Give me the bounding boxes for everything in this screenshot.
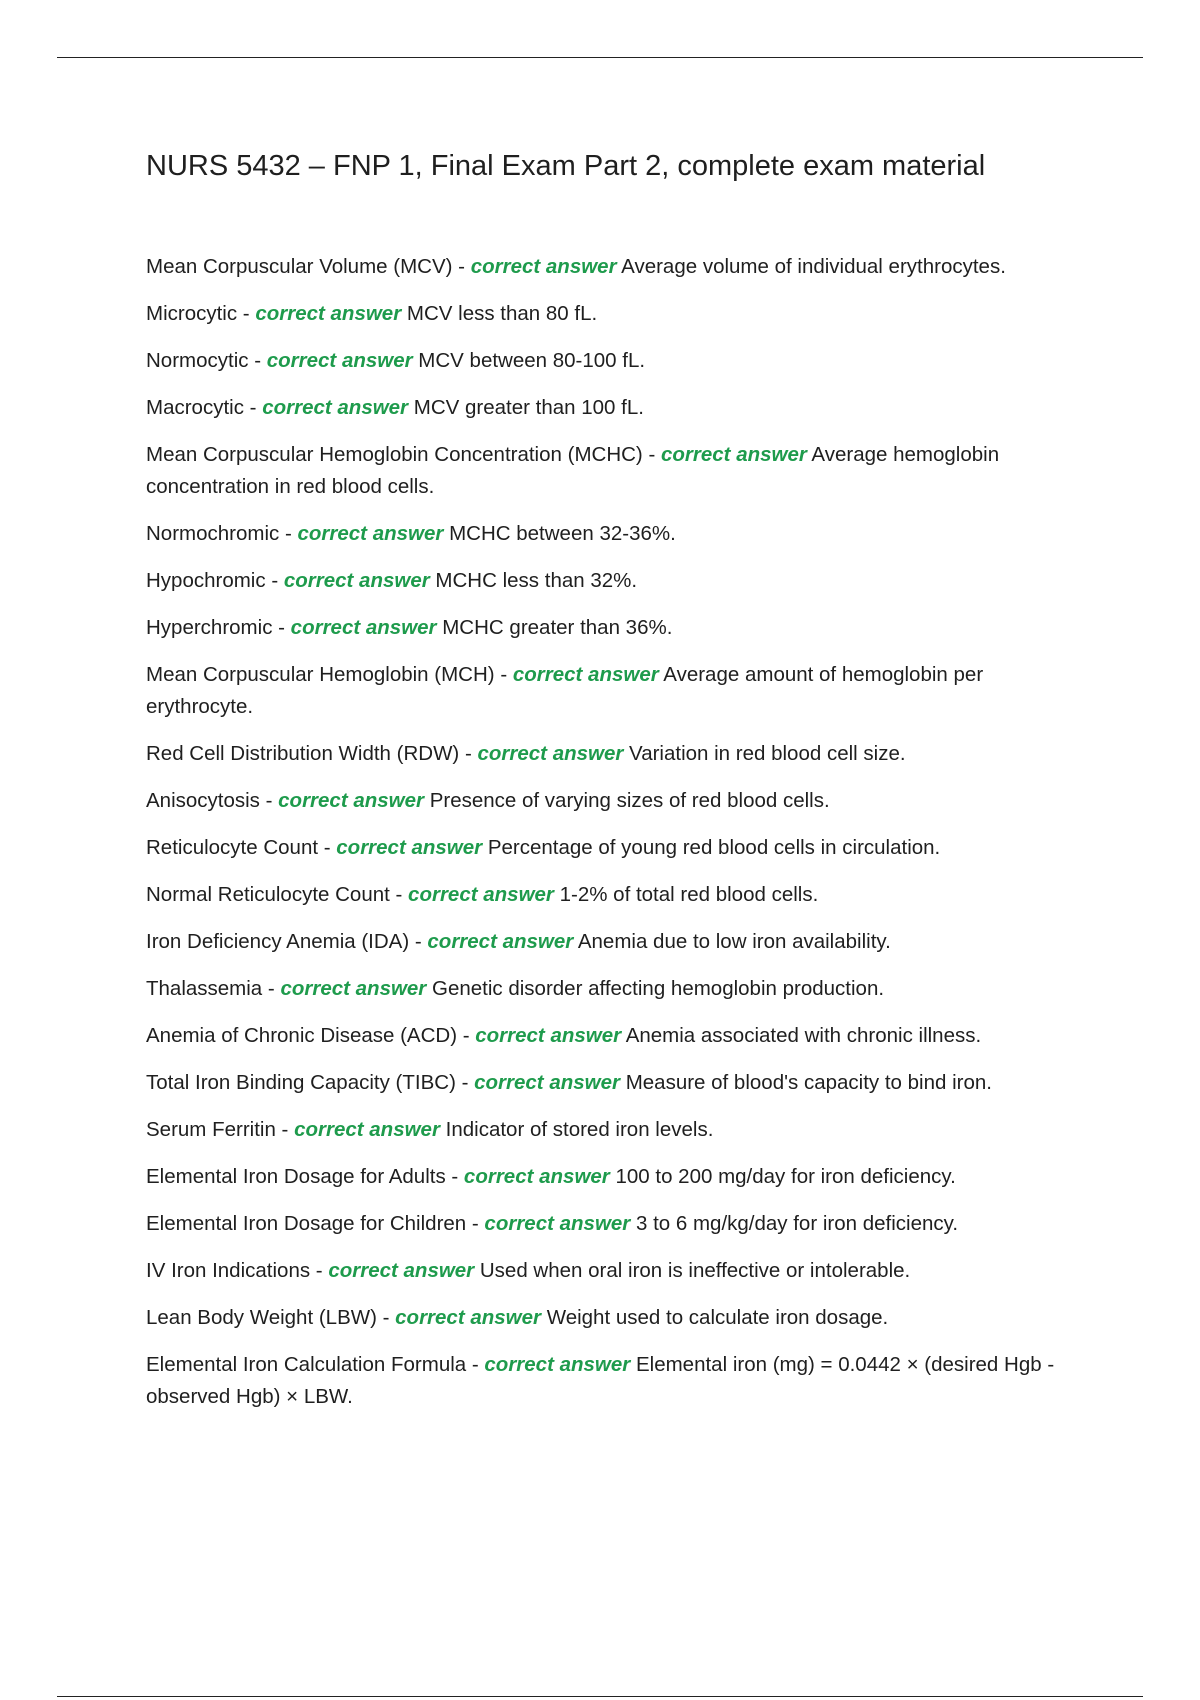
qa-separator: - <box>310 1259 329 1282</box>
correct-answer-marker: correct answer <box>477 742 624 765</box>
correct-answer-marker: correct answer <box>484 1353 631 1376</box>
qa-definition: Indicator of stored iron levels. <box>445 1118 714 1141</box>
correct-answer-marker: correct answer <box>290 616 437 639</box>
qa-definition: Weight used to calculate iron dosage. <box>546 1306 889 1329</box>
qa-separator: - <box>389 883 409 906</box>
qa-definition: Anemia due to low iron availability. <box>577 930 891 953</box>
top-rule <box>57 57 1143 58</box>
correct-answer-marker: correct answer <box>484 1212 631 1235</box>
qa-definition: MCHC greater than 36%. <box>442 616 673 639</box>
correct-answer-marker: correct answer <box>336 836 483 859</box>
qa-definition: MCHC between 32-36%. <box>449 522 676 545</box>
qa-definition: Average volume of individual erythrocytes. <box>621 255 1006 278</box>
qa-definition: MCHC less than 32%. <box>435 569 638 592</box>
qa-item <box>146 1349 1076 1413</box>
qa-item <box>146 1114 1076 1146</box>
qa-item <box>146 973 1076 1005</box>
qa-separator: - <box>237 302 256 325</box>
qa-separator: - <box>457 1024 476 1047</box>
qa-term: Reticulocyte Count <box>146 836 319 859</box>
qa-definition: Elemental iron (mg) = 0.0442 × (desired Hgb - observed Hgb) × LBW. <box>146 1353 1055 1408</box>
qa-definition: Used when oral iron is ineffective or intolerable. <box>479 1259 911 1282</box>
qa-separator: - <box>376 1306 396 1329</box>
qa-item <box>146 738 1076 770</box>
qa-definition: Measure of blood's capacity to bind iron. <box>625 1071 992 1094</box>
qa-term: Iron Deficiency Anemia (IDA) <box>146 930 410 953</box>
qa-separator: - <box>279 522 298 545</box>
qa-term: Anisocytosis <box>146 789 260 812</box>
qa-separator: - <box>445 1165 464 1188</box>
qa-definition: Percentage of young red blood cells in circulation. <box>487 836 941 859</box>
page-title: NURS 5432 – FNP 1, Final Exam Part 2, complete exam material <box>146 150 986 182</box>
qa-term: Microcytic <box>146 302 238 325</box>
qa-item <box>146 1302 1076 1334</box>
qa-term: Mean Corpuscular Volume (MCV) <box>146 255 453 278</box>
correct-answer-marker: correct answer <box>408 883 554 906</box>
correct-answer-marker: correct answer <box>474 1071 620 1094</box>
qa-list <box>146 251 1076 1428</box>
qa-item <box>146 1255 1076 1287</box>
qa-term: Normochromic <box>146 522 280 545</box>
qa-term: Anemia of Chronic Disease (ACD) <box>146 1024 458 1047</box>
correct-answer-marker: correct answer <box>262 396 409 419</box>
qa-definition: Average amount of hemoglobin per erythrocyte. <box>146 663 984 718</box>
correct-answer-marker: correct answer <box>278 789 425 812</box>
qa-item <box>146 298 1076 330</box>
correct-answer-marker: correct answer <box>294 1118 440 1141</box>
qa-term: Hypochromic <box>146 569 266 592</box>
qa-item <box>146 1161 1076 1193</box>
qa-item <box>146 392 1076 424</box>
qa-definition: MCV less than 80 fL. <box>406 302 598 325</box>
qa-separator: - <box>318 836 337 859</box>
qa-term: IV Iron Indications <box>146 1259 311 1282</box>
qa-item <box>146 518 1076 550</box>
qa-item <box>146 926 1076 958</box>
qa-definition: Average hemoglobin concentration in red blood cells. <box>146 443 1000 498</box>
correct-answer-marker: correct answer <box>395 1306 542 1329</box>
qa-separator: - <box>452 255 471 278</box>
qa-separator: - <box>455 1071 475 1094</box>
qa-item <box>146 1208 1076 1240</box>
qa-item <box>146 612 1076 644</box>
qa-definition: MCV greater than 100 fL. <box>413 396 644 419</box>
qa-definition: Anemia associated with chronic illness. <box>625 1024 982 1047</box>
qa-term: Serum Ferritin <box>146 1118 276 1141</box>
qa-term: Macrocytic <box>146 396 244 419</box>
correct-answer-marker: correct answer <box>255 302 402 325</box>
qa-definition: Variation in red blood cell size. <box>629 742 906 765</box>
qa-item <box>146 439 1076 503</box>
qa-item <box>146 832 1076 864</box>
qa-definition: 3 to 6 mg/kg/day for iron deficiency. <box>635 1212 959 1235</box>
qa-term: Total Iron Binding Capacity (TIBC) <box>146 1071 456 1094</box>
qa-item <box>146 251 1076 283</box>
qa-item <box>146 565 1076 597</box>
qa-definition: 100 to 200 mg/day for iron deficiency. <box>615 1165 956 1188</box>
qa-term: Normal Reticulocyte Count <box>146 883 390 906</box>
qa-term: Normocytic <box>146 349 249 372</box>
correct-answer-marker: correct answer <box>475 1024 622 1047</box>
qa-item <box>146 879 1076 911</box>
qa-separator: - <box>243 396 263 419</box>
qa-separator: - <box>642 443 661 466</box>
qa-term: Mean Corpuscular Hemoglobin Concentration (MCHC) <box>146 443 643 466</box>
qa-item <box>146 659 1076 723</box>
qa-term: Thalassemia <box>146 977 263 1000</box>
correct-answer-marker: correct answer <box>470 255 617 278</box>
correct-answer-marker: correct answer <box>328 1259 475 1282</box>
qa-separator: - <box>265 569 284 592</box>
qa-term: Elemental Iron Dosage for Adults <box>146 1165 446 1188</box>
bottom-rule <box>57 1696 1143 1697</box>
qa-term: Hyperchromic <box>146 616 273 639</box>
qa-term: Elemental Iron Calculation Formula <box>146 1353 467 1376</box>
correct-answer-marker: correct answer <box>512 663 659 686</box>
qa-separator: - <box>248 349 267 372</box>
qa-separator: - <box>494 663 513 686</box>
qa-term: Elemental Iron Dosage for Children <box>146 1212 467 1235</box>
qa-term: Lean Body Weight (LBW) <box>146 1306 377 1329</box>
correct-answer-marker: correct answer <box>297 522 444 545</box>
qa-separator: - <box>409 930 428 953</box>
qa-item <box>146 785 1076 817</box>
correct-answer-marker: correct answer <box>280 977 427 1000</box>
qa-separator: - <box>262 977 281 1000</box>
qa-separator: - <box>259 789 279 812</box>
correct-answer-marker: correct answer <box>283 569 430 592</box>
qa-separator: - <box>275 1118 295 1141</box>
qa-item <box>146 345 1076 377</box>
qa-term: Mean Corpuscular Hemoglobin (MCH) <box>146 663 495 686</box>
qa-separator: - <box>459 742 478 765</box>
qa-definition: Presence of varying sizes of red blood cells. <box>429 789 830 812</box>
qa-separator: - <box>466 1212 485 1235</box>
qa-definition: 1-2% of total red blood cells. <box>559 883 819 906</box>
correct-answer-marker: correct answer <box>266 349 413 372</box>
correct-answer-marker: correct answer <box>463 1165 610 1188</box>
qa-separator: - <box>466 1353 485 1376</box>
qa-separator: - <box>272 616 291 639</box>
qa-item <box>146 1067 1076 1099</box>
qa-definition: Genetic disorder affecting hemoglobin production. <box>432 977 885 1000</box>
correct-answer-marker: correct answer <box>427 930 574 953</box>
qa-term: Red Cell Distribution Width (RDW) <box>146 742 460 765</box>
qa-definition: MCV between 80-100 fL. <box>418 349 646 372</box>
qa-item <box>146 1020 1076 1052</box>
correct-answer-marker: correct answer <box>660 443 807 466</box>
